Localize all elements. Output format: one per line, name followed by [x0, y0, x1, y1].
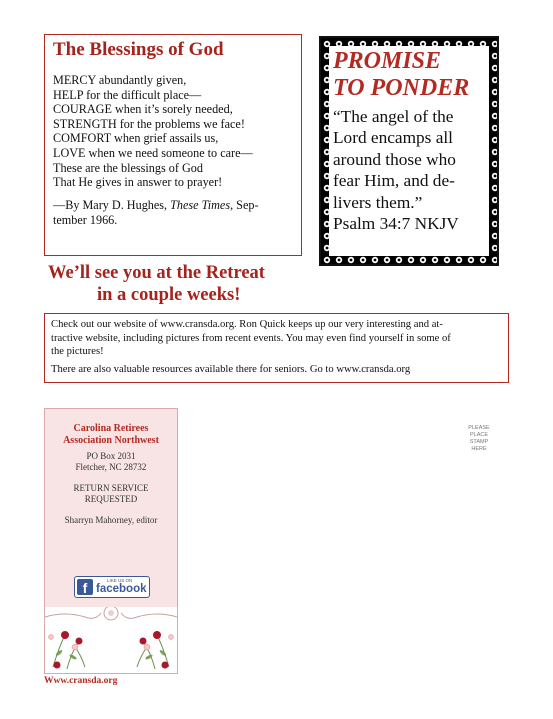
byline-date-part1: , Sep- — [230, 197, 259, 212]
return-line: REQUESTED — [84, 494, 138, 504]
editor-credit: Sharryn Mahorney, editor — [64, 515, 158, 525]
stamp-placeholder — [459, 425, 499, 453]
return-service-requested — [45, 483, 177, 505]
website-paragraph — [51, 318, 502, 359]
facebook-icon: f — [77, 579, 93, 595]
quote-line: livers them.” — [333, 192, 423, 212]
city-state-zip: Fletcher, NC 28732 — [75, 462, 147, 472]
po-box: PO Box 2031 — [86, 451, 136, 461]
stamp-text: PLEASE — [468, 425, 490, 431]
website-text-line: the pictures! — [51, 346, 104, 358]
quote-line: “The angel of the — [333, 107, 454, 126]
poem-line: HELP for the difficult place— — [53, 87, 202, 102]
promise-title-line: TO PONDER — [333, 75, 470, 101]
poem-line: LOVE when we need someone to care— — [53, 145, 253, 160]
retreat-headline-line2: in a couple weeks! — [97, 285, 241, 305]
website-notice-box — [44, 313, 509, 383]
poem-line: STRENGTH for the problems we face! — [53, 116, 245, 131]
organization-name — [45, 423, 177, 447]
poem-byline — [53, 198, 293, 228]
byline-date-part2: tember 1966. — [53, 212, 118, 227]
quote-line: fear Him, and de- — [333, 171, 455, 191]
stamp-text: PLACE — [469, 432, 489, 438]
website-paragraph: There are also valuable resources available there for seniors. Go to www.cransda.org — [51, 364, 411, 376]
poem-line: MERCY abundantly given, — [53, 73, 187, 87]
return-line: RETURN SERVICE — [73, 483, 149, 493]
blessings-title: The Blessings of God — [53, 39, 224, 60]
organization-name-line: Association Northwest — [63, 435, 159, 446]
mailing-address — [45, 451, 177, 473]
promise-box — [319, 36, 499, 266]
promise-quote — [333, 106, 487, 234]
facebook-like-text: LIKE US ON — [107, 578, 133, 583]
poem-line: That He gives in answer to prayer! — [53, 175, 223, 190]
floral-decoration-icon — [45, 607, 177, 673]
return-address-panel — [44, 408, 178, 674]
facebook-like-button[interactable] — [74, 576, 150, 598]
retreat-headline: We’ll see you at the Retreat — [48, 263, 265, 283]
stamp-text: STAMP — [469, 439, 489, 445]
blessings-box — [44, 34, 302, 256]
byline-source: These Times — [170, 197, 231, 212]
poem-line: COURAGE when it’s sorely needed, — [53, 102, 233, 117]
website-text-line: Check out our website of www.cransda.org. Ron Quick keeps up our very interesting and at- — [51, 319, 443, 330]
quote-reference: Psalm 34:7 NKJV — [333, 214, 459, 234]
promise-title-line: PROMISE — [333, 48, 442, 74]
footer-website-link[interactable]: Www.cransda.org — [44, 676, 118, 686]
website-text-line: tractive website, including pictures from recent events. You may even find yourself in some of — [51, 332, 451, 344]
promise-title — [333, 48, 487, 102]
poem-line: These are the blessings of God — [53, 160, 203, 175]
quote-line: Lord encamps all — [333, 128, 453, 148]
poem-line: COMFORT when grief assails us, — [53, 131, 219, 146]
promise-content — [333, 48, 487, 254]
facebook-wordmark: facebook — [96, 583, 147, 595]
quote-line: around those who — [333, 149, 456, 169]
byline-author: —By Mary D. Hughes, — [53, 197, 171, 212]
organization-name-line: Carolina Retirees — [73, 423, 149, 434]
stamp-text: HERE — [471, 446, 487, 452]
